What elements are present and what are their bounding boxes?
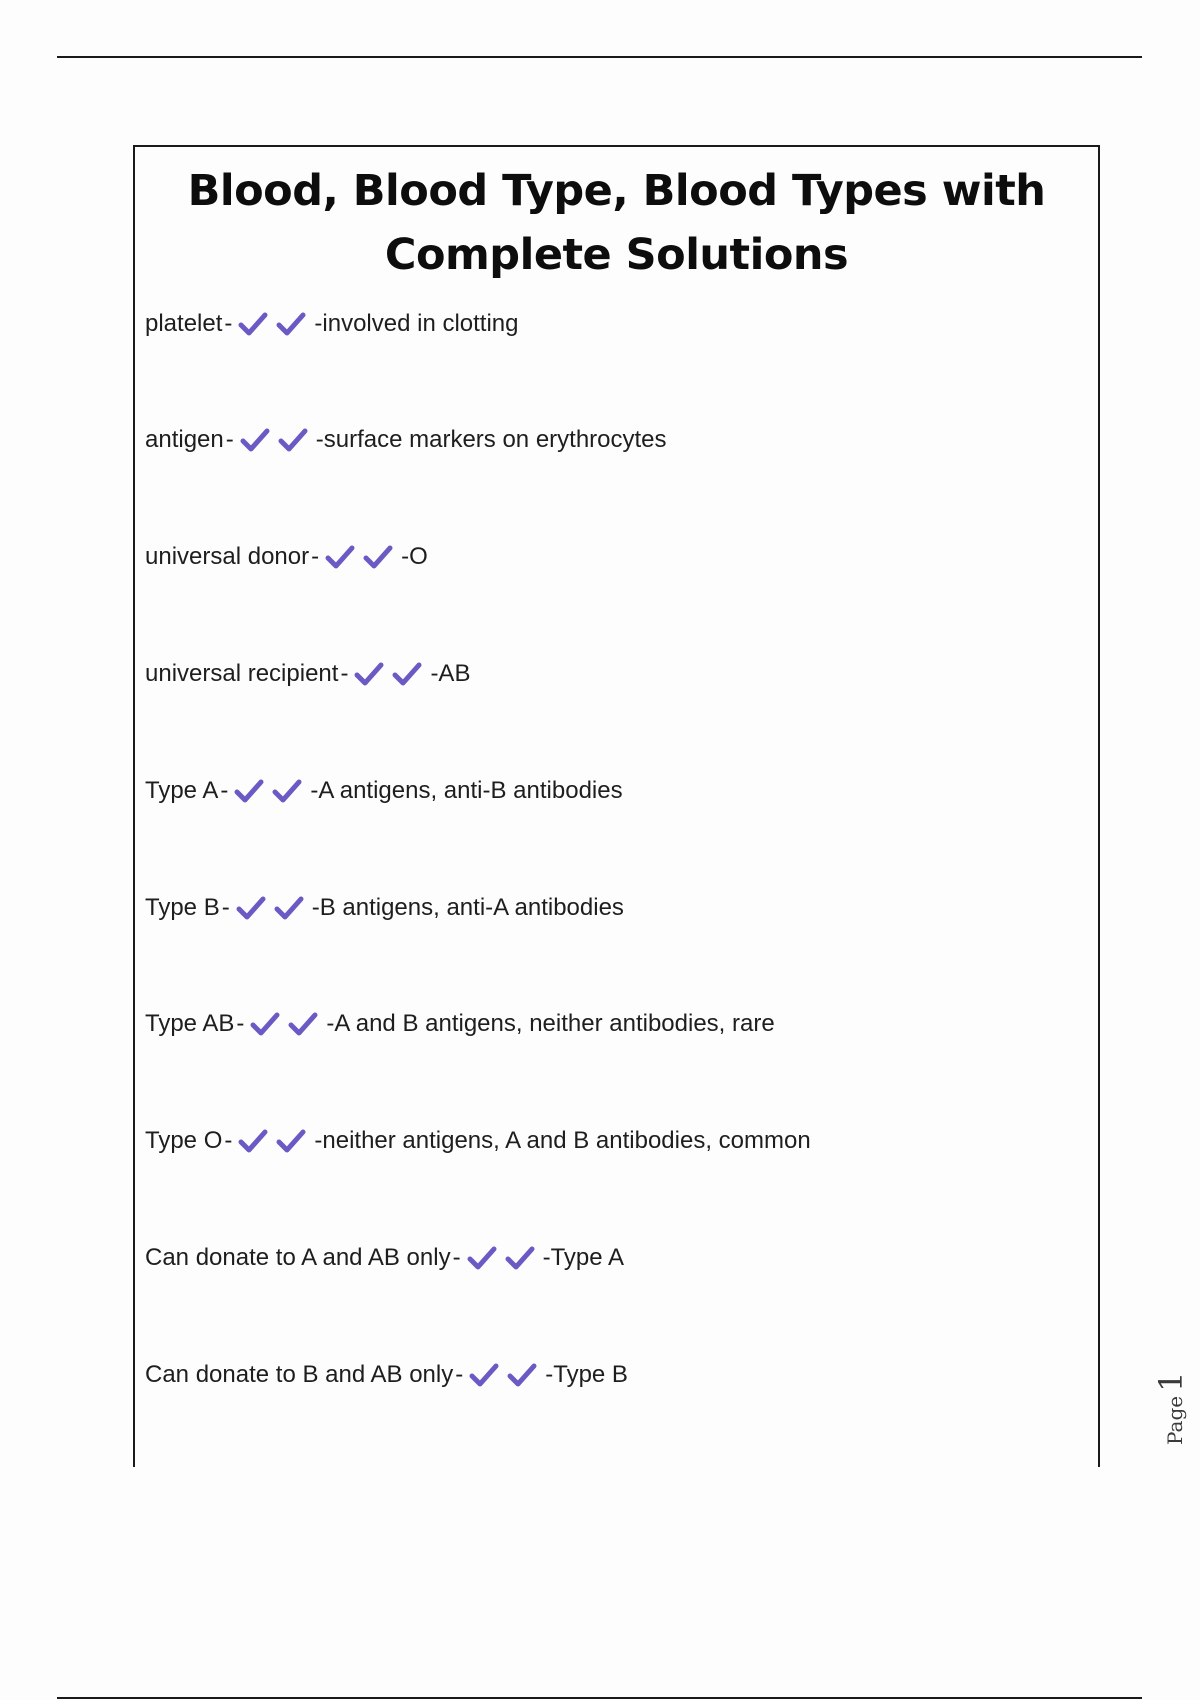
item-answer: -A antigens, anti-B antibodies <box>310 777 623 804</box>
check-icon <box>276 1128 306 1154</box>
page-number <box>1152 1320 1200 1445</box>
check-icon <box>240 427 270 453</box>
item-answer: -surface markers on erythrocytes <box>315 426 667 453</box>
footer-rule <box>57 1697 1142 1699</box>
item-separator: - <box>340 660 349 687</box>
page-label: Page <box>1163 1395 1187 1445</box>
item-term: universal donor <box>145 543 310 570</box>
title-line-2: Complete Solutions <box>384 230 849 280</box>
item-answer: -Type A <box>542 1244 624 1271</box>
item-term: platelet <box>145 310 223 337</box>
item-separator: - <box>224 310 233 337</box>
qa-item <box>145 1238 624 1278</box>
qa-item <box>145 654 470 694</box>
item-answer: -Type B <box>545 1361 628 1388</box>
check-icon <box>505 1245 535 1271</box>
check-icon <box>278 427 308 453</box>
check-icon <box>238 1128 268 1154</box>
qa-item <box>145 537 428 577</box>
qa-item <box>145 1004 775 1044</box>
item-term: Type AB <box>145 1010 235 1037</box>
page-number-value: 1 <box>1152 1371 1190 1392</box>
item-answer: -O <box>401 543 428 570</box>
check-icon <box>467 1245 497 1271</box>
qa-item <box>145 420 667 460</box>
item-answer: -B antigens, anti-A antibodies <box>311 894 624 921</box>
check-icon <box>276 311 306 337</box>
item-separator: - <box>455 1361 464 1388</box>
check-icon <box>288 1011 318 1037</box>
qa-item <box>145 888 624 928</box>
check-icon <box>236 895 266 921</box>
check-icon <box>354 661 384 687</box>
item-separator: - <box>311 543 320 570</box>
check-icon <box>250 1011 280 1037</box>
qa-item <box>145 771 623 811</box>
header-rule <box>57 56 1142 58</box>
check-icon <box>507 1362 537 1388</box>
item-term: universal recipient <box>145 660 339 687</box>
item-answer: -A and B antigens, neither antibodies, rare <box>326 1010 775 1037</box>
item-term: Type O <box>145 1127 223 1154</box>
item-separator: - <box>224 1127 233 1154</box>
check-icon <box>325 544 355 570</box>
qa-item <box>145 304 519 344</box>
item-separator: - <box>236 1010 245 1037</box>
check-icon <box>272 778 302 804</box>
item-term: antigen <box>145 426 224 453</box>
check-icon <box>234 778 264 804</box>
item-separator: - <box>225 426 234 453</box>
check-icon <box>469 1362 499 1388</box>
item-term: Type B <box>145 894 220 921</box>
item-answer: -involved in clotting <box>314 310 519 337</box>
item-answer: -AB <box>430 660 471 687</box>
item-answer: -neither antigens, A and B antibodies, common <box>314 1127 811 1154</box>
check-icon <box>274 895 304 921</box>
check-icon <box>238 311 268 337</box>
qa-item <box>145 1355 628 1395</box>
item-separator: - <box>452 1244 461 1271</box>
document-title <box>135 159 1098 287</box>
title-line-1: Blood, Blood Type, Blood Types with <box>187 166 1046 216</box>
check-icon <box>363 544 393 570</box>
content-frame <box>133 145 1100 1467</box>
item-separator: - <box>220 777 229 804</box>
check-icon <box>392 661 422 687</box>
item-term: Can donate to B and AB only <box>145 1361 454 1388</box>
item-separator: - <box>221 894 230 921</box>
qa-item <box>145 1121 811 1161</box>
item-term: Type A <box>145 777 219 804</box>
item-term: Can donate to A and AB only <box>145 1244 451 1271</box>
